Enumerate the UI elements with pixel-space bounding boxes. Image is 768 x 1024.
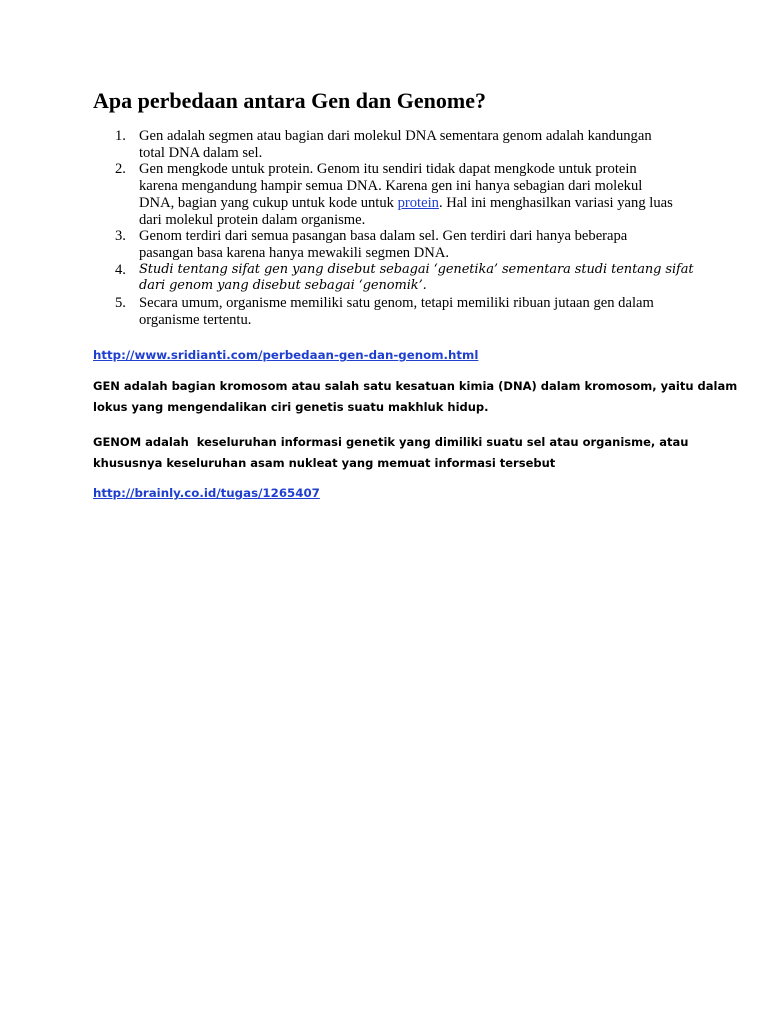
list-item-text-before-link: Gen mengkode untuk protein. Genom itu sendiri tidak dapat mengkode untuk protein karena mengandung hampir semua DNA. Karena gen ini hanya sebagian dari molekul DNA, bagian yang cukup untuk kode untuk (139, 161, 643, 211)
list-item-line: Studi tentang sifat gen yang disebut sebagai ‘genetika’ sementara studi tentang sifat (139, 261, 694, 277)
paragraph-line: GENOM adalah keseluruhan informasi genetik yang dimiliki suatu sel atau organisme, atau (93, 435, 689, 449)
page-title: Apa perbedaan antara Gen dan Genome? (93, 88, 486, 113)
source-link-sridianti[interactable]: http://www.sridianti.com/perbedaan-gen-dan-genom.html (93, 348, 479, 362)
list-item-line: dari genom yang disebut sebagai ‘genomik’. (139, 278, 427, 294)
genom-definition-paragraph (93, 432, 689, 474)
paragraph-line: GEN adalah bagian kromosom atau salah satu kesatuan kimia (DNA) dalam kromosom, yaitu dalam (93, 379, 738, 393)
source-link-brainly[interactable]: http://brainly.co.id/tugas/1265407 (93, 486, 320, 500)
list-item-text: Genom terdiri dari semua pasangan basa dalam sel. Gen terdiri dari hanya beberapa pasangan basa karena hanya mewakili segmen DNA. (139, 228, 628, 261)
list-item-text (139, 261, 694, 295)
comparison-list (115, 128, 694, 328)
list-item-number: 4. (115, 261, 126, 278)
list-item-text-after-link: . Hal ini menghasilkan variasi yang luas dari molekul protein dalam organisme. (139, 194, 673, 228)
paragraph-line: khususnya keseluruhan asam nukleat yang memuat informasi tersebut (93, 456, 556, 470)
list-item-number: 3. (115, 228, 126, 245)
list-item (115, 261, 694, 295)
list-item-text (139, 161, 679, 228)
gen-definition-paragraph (93, 376, 738, 418)
list-item (115, 161, 679, 228)
list-item (115, 228, 679, 261)
paragraph-line: lokus yang mengendalikan ciri genetis suatu makhluk hidup. (93, 400, 489, 414)
list-item-text: Gen adalah segmen atau bagian dari molekul DNA sementara genom adalah kandungan total DNA dalam sel. (139, 128, 652, 161)
list-item-text: Secara umum, organisme memiliki satu genom, tetapi memiliki ribuan jutaan gen dalam organisme tertentu. (139, 295, 654, 328)
list-item (115, 295, 679, 328)
list-item (115, 128, 679, 161)
list-item-number: 2. (115, 161, 126, 178)
protein-link[interactable]: protein (397, 194, 439, 211)
list-item-number: 1. (115, 128, 126, 144)
list-item-number: 5. (115, 295, 126, 312)
